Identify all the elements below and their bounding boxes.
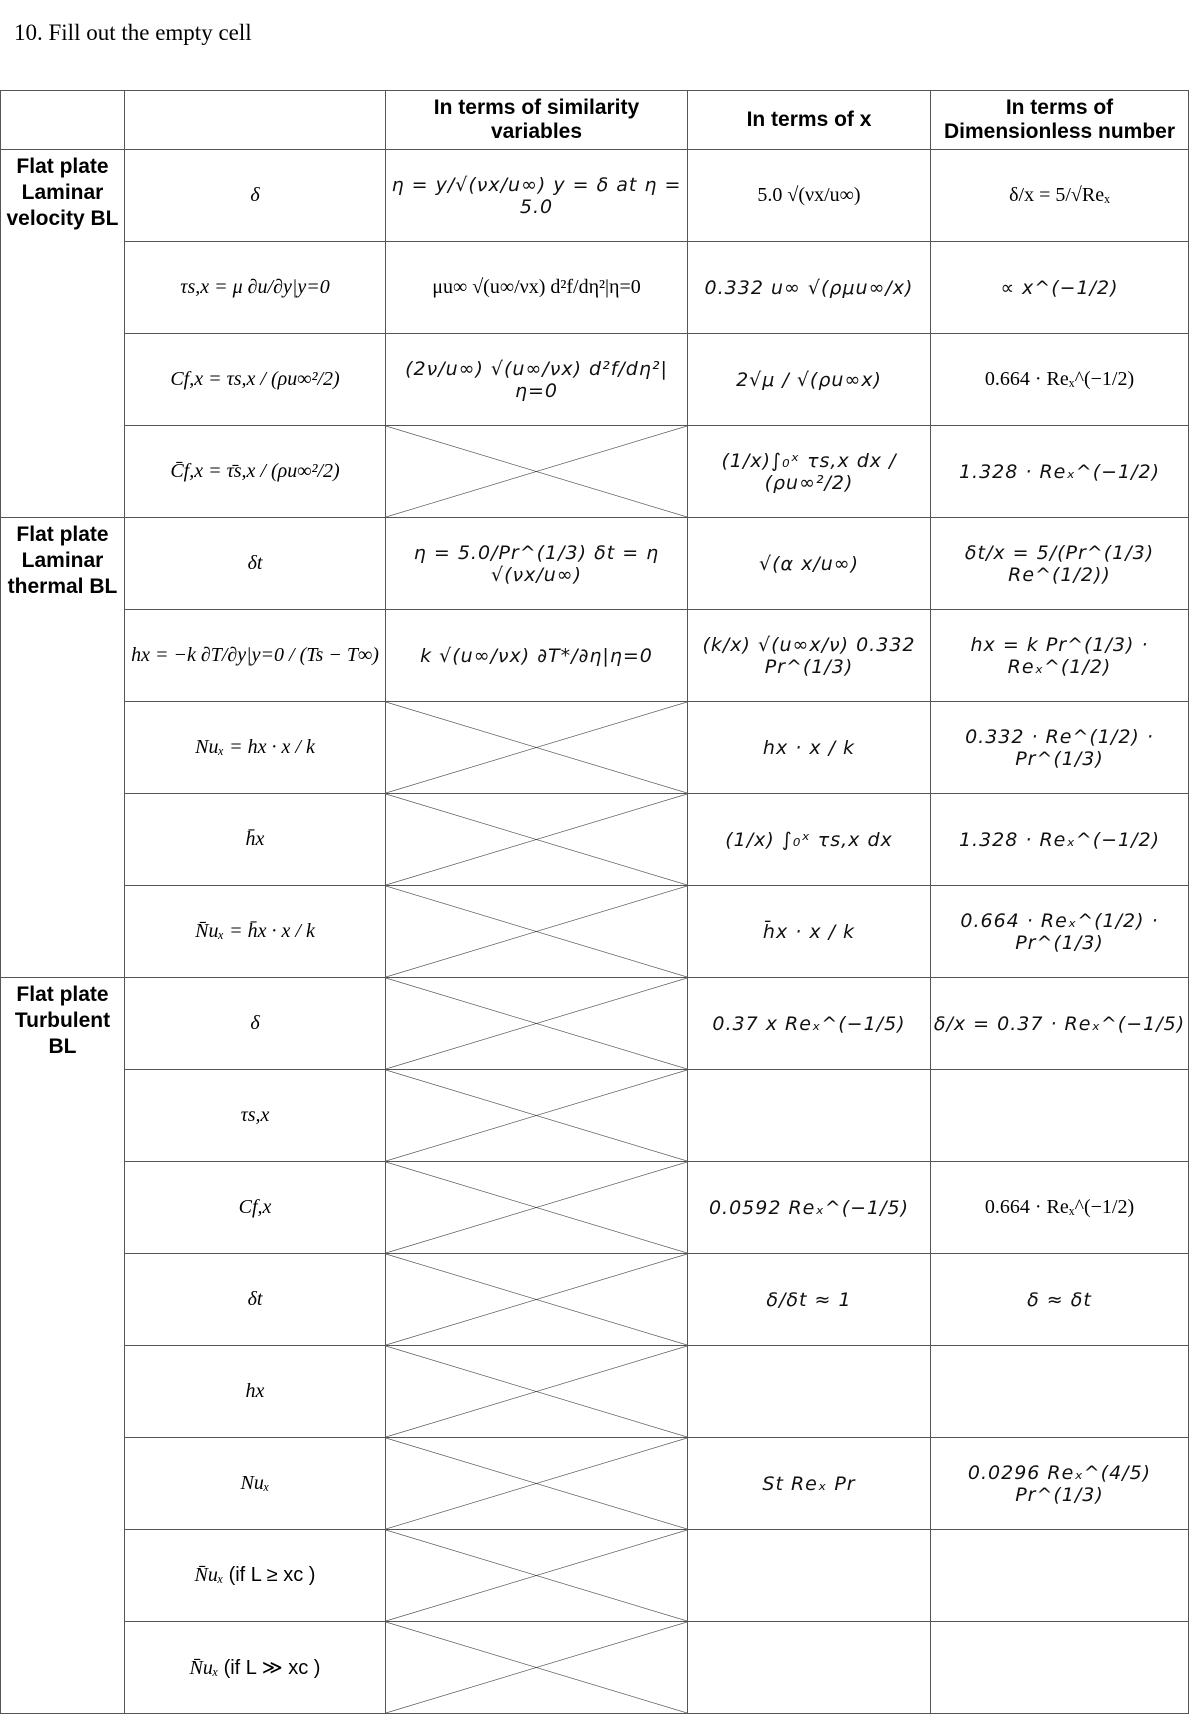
x-cell[interactable]	[688, 1070, 931, 1162]
quantity-cell: Cf,x = τs,x / (ρu∞²/2)	[125, 334, 386, 426]
boundary-layer-table	[0, 90, 1189, 1714]
section-label-turbulent: Flat plate Turbulent BL	[1, 978, 125, 1714]
x-cell[interactable]: h̄x · x / k	[688, 886, 931, 978]
quantity-cell: τs,x	[125, 1070, 386, 1162]
table-row	[1, 150, 1189, 242]
dimensionless-cell[interactable]: 0.664 · Reₓ^(1/2) · Pr^(1/3)	[931, 886, 1189, 978]
header-section	[1, 91, 125, 150]
crossed-out-cell	[386, 1254, 688, 1346]
dimensionless-cell[interactable]: 0.0296 Reₓ^(4/5) Pr^(1/3)	[931, 1438, 1189, 1530]
quantity-cell: h̄x	[125, 794, 386, 886]
crossed-out-cell	[386, 1438, 688, 1530]
table-row	[1, 1070, 1189, 1162]
condition-note: (if L ≫ xc )	[223, 1657, 321, 1679]
table-row	[1, 1438, 1189, 1530]
similarity-cell[interactable]: (2ν/u∞) √(u∞/νx) d²f/dη²|η=0	[386, 334, 688, 426]
crossed-out-cell	[386, 794, 688, 886]
dimensionless-cell[interactable]: δ/x = 0.37 · Reₓ^(−1/5)	[931, 978, 1189, 1070]
dimensionless-cell[interactable]: hx = k Pr^(1/3) · Reₓ^(1/2)	[931, 610, 1189, 702]
table-row	[1, 1254, 1189, 1346]
crossed-out-cell	[386, 1070, 688, 1162]
x-cell[interactable]: δ/δt ≈ 1	[688, 1254, 931, 1346]
x-cell[interactable]	[688, 1530, 931, 1622]
quantity-cell: C̄f,x = τ̄s,x / (ρu∞²/2)	[125, 426, 386, 518]
table-row	[1, 978, 1189, 1070]
x-cell[interactable]: (1/x)∫₀ˣ τs,x dx / (ρu∞²/2)	[688, 426, 931, 518]
table-row	[1, 426, 1189, 518]
quantity-cell: Cf,x	[125, 1162, 386, 1254]
table-row	[1, 886, 1189, 978]
dimensionless-cell[interactable]: δ ≈ δt	[931, 1254, 1189, 1346]
header-row	[1, 91, 1189, 150]
quantity-cell: Nuₓ = hx · x / k	[125, 702, 386, 794]
table-row	[1, 1346, 1189, 1438]
section-label-laminar-velocity: Flat plate Laminar velocity BL	[1, 150, 125, 518]
x-cell[interactable]: (k/x) √(u∞x/ν) 0.332 Pr^(1/3)	[688, 610, 931, 702]
similarity-cell[interactable]: η = 5.0/Pr^(1/3) δt = η √(νx/u∞)	[386, 518, 688, 610]
question-heading: 10. Fill out the empty cell	[14, 20, 252, 45]
crossed-out-cell	[386, 426, 688, 518]
dimensionless-cell[interactable]: 0.332 · Re^(1/2) · Pr^(1/3)	[931, 702, 1189, 794]
header-similarity: In terms of similarity variables	[386, 91, 688, 150]
dimensionless-cell[interactable]	[931, 1622, 1189, 1714]
table-row	[1, 1530, 1189, 1622]
similarity-cell[interactable]: η = y/√(νx/u∞) y = δ at η = 5.0	[386, 150, 688, 242]
crossed-out-cell	[386, 1162, 688, 1254]
condition-note: (if L ≥ xc )	[228, 1564, 316, 1586]
crossed-out-cell	[386, 1346, 688, 1438]
dimensionless-cell[interactable]: 1.328 · Reₓ^(−1/2)	[931, 426, 1189, 518]
quantity-cell: δ	[125, 150, 386, 242]
dimensionless-cell[interactable]: δ/x = 5/√Reₓ	[931, 150, 1189, 242]
x-cell[interactable]: 0.0592 Reₓ^(−1/5)	[688, 1162, 931, 1254]
similarity-cell[interactable]: k √(u∞/νx) ∂T*/∂η|η=0	[386, 610, 688, 702]
x-cell[interactable]	[688, 1346, 931, 1438]
x-cell[interactable]: 2√μ / √(ρu∞x)	[688, 334, 931, 426]
table-row	[1, 610, 1189, 702]
crossed-out-cell	[386, 978, 688, 1070]
quantity-cell: hx	[125, 1346, 386, 1438]
quantity-cell: τs,x = μ ∂u/∂y|y=0	[125, 242, 386, 334]
x-cell[interactable]: 0.332 u∞ √(ρμu∞/x)	[688, 242, 931, 334]
quantity-cell	[125, 1622, 386, 1714]
x-cell[interactable]: (1/x) ∫₀ˣ τs,x dx	[688, 794, 931, 886]
dimensionless-cell[interactable]: δt/x = 5/(Pr^(1/3) Re^(1/2))	[931, 518, 1189, 610]
quantity-cell: δ	[125, 978, 386, 1070]
quantity-cell: hx = −k ∂T/∂y|y=0 / (Ts − T∞)	[125, 610, 386, 702]
dimensionless-cell[interactable]: ∝ x^(−1/2)	[931, 242, 1189, 334]
quantity-cell	[125, 1530, 386, 1622]
crossed-out-cell	[386, 702, 688, 794]
quantity-cell: δt	[125, 518, 386, 610]
table-row	[1, 242, 1189, 334]
dimensionless-cell[interactable]: 0.664 · Reₓ^(−1/2)	[931, 334, 1189, 426]
quantity-cell: δt	[125, 1254, 386, 1346]
table-row	[1, 702, 1189, 794]
header-dimensionless: In terms of Dimensionless number	[931, 91, 1189, 150]
crossed-out-cell	[386, 886, 688, 978]
dimensionless-cell[interactable]: 0.664 · Reₓ^(−1/2)	[931, 1162, 1189, 1254]
dimensionless-cell[interactable]	[931, 1346, 1189, 1438]
dimensionless-cell[interactable]: 1.328 · Reₓ^(−1/2)	[931, 794, 1189, 886]
x-cell[interactable]: St Reₓ Pr	[688, 1438, 931, 1530]
section-label-laminar-thermal: Flat plate Laminar thermal BL	[1, 518, 125, 978]
x-cell[interactable]: hx · x / k	[688, 702, 931, 794]
header-x: In terms of x	[688, 91, 931, 150]
x-cell[interactable]: 0.37 x Reₓ^(−1/5)	[688, 978, 931, 1070]
quantity-cell: Nuₓ	[125, 1438, 386, 1530]
x-cell[interactable]: 5.0 √(νx/u∞)	[688, 150, 931, 242]
table-row	[1, 518, 1189, 610]
crossed-out-cell	[386, 1622, 688, 1714]
quantity-symbol: N̄uₓ	[194, 1564, 224, 1586]
quantity-cell: N̄uₓ = h̄x · x / k	[125, 886, 386, 978]
table-row	[1, 1622, 1189, 1714]
table-row	[1, 1162, 1189, 1254]
dimensionless-cell[interactable]	[931, 1530, 1189, 1622]
x-cell[interactable]	[688, 1622, 931, 1714]
table-row	[1, 794, 1189, 886]
x-cell[interactable]: √(α x/u∞)	[688, 518, 931, 610]
header-quantity	[125, 91, 386, 150]
crossed-out-cell	[386, 1530, 688, 1622]
similarity-cell[interactable]: μu∞ √(u∞/νx) d²f/dη²|η=0	[386, 242, 688, 334]
table-row	[1, 334, 1189, 426]
dimensionless-cell[interactable]	[931, 1070, 1189, 1162]
quantity-symbol: N̄uₓ	[189, 1657, 219, 1679]
